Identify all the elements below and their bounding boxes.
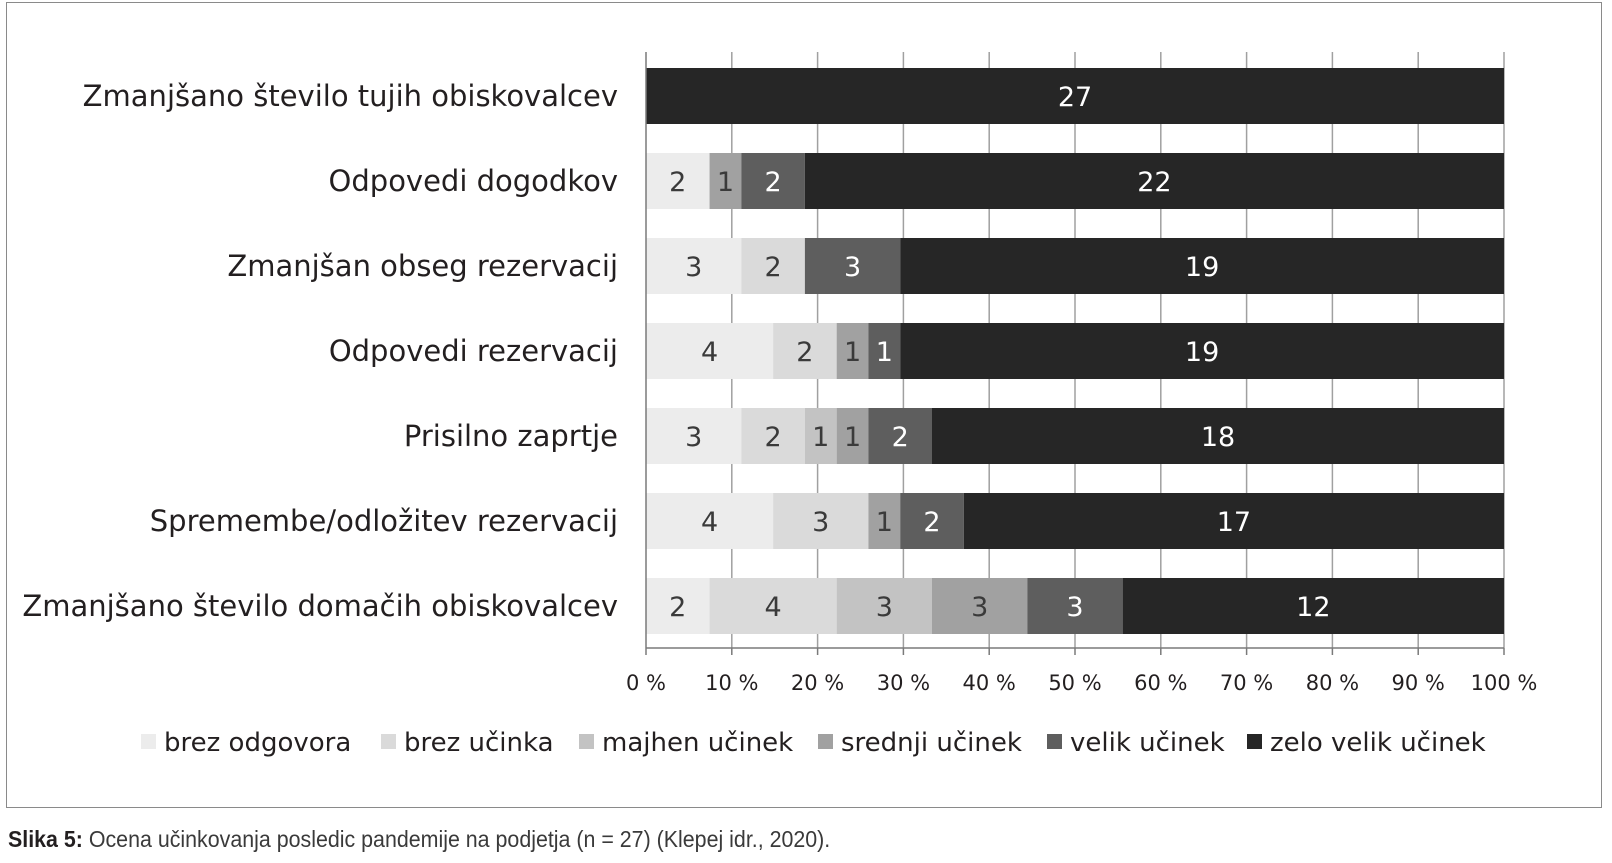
legend-label: majhen učinek — [602, 728, 794, 758]
x-tick-label: 0 % — [626, 671, 666, 695]
legend-label: brez učinka — [404, 728, 554, 758]
data-label: 4 — [764, 592, 782, 623]
category-label: Odpovedi dogodkov — [328, 164, 618, 198]
x-tick-label: 100 % — [1470, 671, 1538, 695]
data-label: 1 — [812, 422, 830, 453]
data-label: 2 — [764, 167, 782, 198]
data-label: 1 — [716, 167, 735, 198]
data-label: 3 — [843, 252, 862, 283]
legend-swatch — [1047, 734, 1062, 749]
x-tick-label: 70 % — [1219, 671, 1274, 695]
x-tick-label: 20 % — [790, 671, 845, 695]
legend — [141, 728, 1486, 758]
data-label: 3 — [1066, 592, 1084, 623]
legend-label: zelo velik učinek — [1270, 728, 1486, 758]
data-label: 22 — [1137, 167, 1172, 198]
data-label: 4 — [700, 507, 719, 538]
data-label: 2 — [891, 422, 909, 453]
x-tick-label: 10 % — [705, 671, 759, 695]
x-tick-label: 90 % — [1391, 671, 1445, 695]
legend-swatch — [818, 734, 833, 749]
data-label: 1 — [875, 507, 893, 538]
x-tick-label: 30 % — [876, 671, 931, 695]
data-label: 17 — [1216, 507, 1252, 538]
legend-swatch — [141, 734, 156, 749]
data-label: 27 — [1057, 82, 1093, 113]
data-label: 2 — [923, 507, 941, 538]
category-label: Zmanjšano število domačih obiskovalcev — [22, 589, 618, 623]
data-label: 1 — [843, 422, 862, 453]
caption-text: Ocena učinkovanja posledic pandemije na podjetja (n = 27) (Klepej idr., 2020). — [88, 826, 831, 852]
data-label: 2 — [669, 167, 687, 198]
data-label: 18 — [1200, 422, 1236, 453]
legend-label: velik učinek — [1070, 728, 1225, 758]
data-label: 19 — [1184, 337, 1220, 368]
data-label: 1 — [843, 337, 862, 368]
legend-label: brez odgovora — [164, 728, 352, 758]
x-tick-label: 50 % — [1048, 671, 1102, 695]
data-label: 2 — [764, 422, 782, 453]
category-label: Zmanjšan obseg rezervacij — [227, 249, 618, 283]
legend-swatch — [579, 734, 594, 749]
data-label: 12 — [1296, 592, 1331, 623]
category-label: Zmanjšano število tujih obiskovalcev — [82, 79, 618, 113]
x-tick-label: 60 % — [1134, 671, 1188, 695]
category-labels — [22, 79, 618, 623]
x-tick-label: 80 % — [1305, 671, 1360, 695]
data-label: 3 — [685, 422, 703, 453]
data-label: 3 — [971, 592, 989, 623]
legend-label: srednji učinek — [841, 728, 1022, 758]
data-label: 19 — [1184, 252, 1220, 283]
data-label: 2 — [764, 252, 782, 283]
legend-swatch — [1247, 734, 1262, 749]
x-tick-labels — [626, 671, 1537, 695]
data-label: 3 — [685, 252, 703, 283]
data-label: 2 — [669, 592, 687, 623]
legend-swatch — [381, 734, 396, 749]
data-label: 4 — [700, 337, 719, 368]
category-label: Prisilno zaprtje — [403, 419, 618, 453]
category-label: Odpovedi rezervacij — [328, 334, 618, 368]
category-label: Spremembe/odložitev rezervacij — [149, 504, 618, 538]
data-label: 2 — [796, 337, 814, 368]
figure-caption — [8, 826, 830, 853]
caption-label: Slika 5: — [8, 826, 83, 852]
x-tick-label: 40 % — [962, 671, 1016, 695]
data-label: 3 — [875, 592, 893, 623]
data-label: 1 — [875, 337, 893, 368]
data-label: 3 — [812, 507, 830, 538]
